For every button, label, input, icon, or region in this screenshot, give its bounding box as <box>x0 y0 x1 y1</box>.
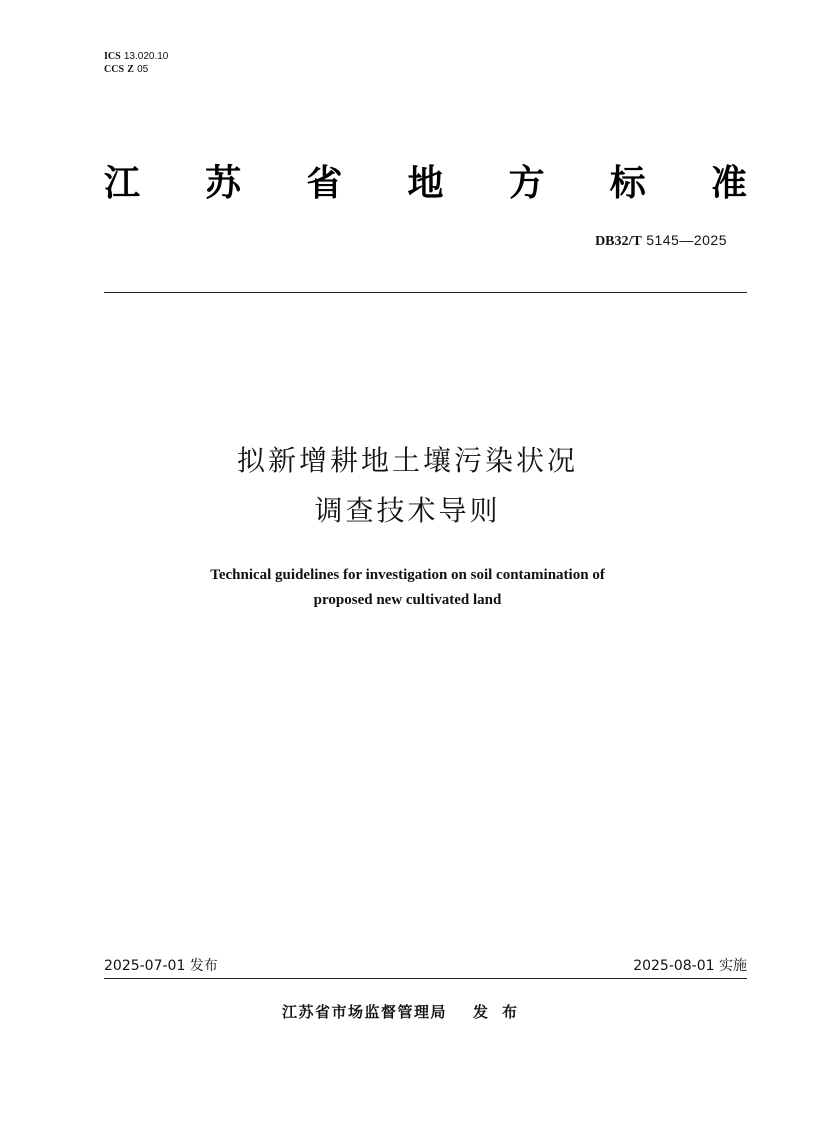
issuing-authority: 江苏省市场监督管理局 <box>282 1003 448 1021</box>
standard-title-char: 江 <box>104 163 141 204</box>
classification-codes <box>104 50 168 76</box>
document-title-zh-line1: 拟新增耕地土壤污染状况 <box>236 444 578 477</box>
standard-title-char: 准 <box>710 163 747 204</box>
ccs-class: Z <box>127 64 134 75</box>
issue-date: 2025-07-01 发布 <box>104 958 218 974</box>
implementation-date: 2025-08-01 实施 <box>633 958 747 974</box>
ics-label: ICS <box>104 51 121 62</box>
ccs-line <box>104 63 168 76</box>
document-title-en-line1: Technical guidelines for investigation on soil contamination of <box>210 567 605 583</box>
issuer-line <box>282 1002 531 1022</box>
document-title-zh-line2: 调查技术导则 <box>314 494 501 527</box>
ics-code: 13.020.10 <box>123 51 169 62</box>
top-divider <box>104 292 747 293</box>
ics-line <box>104 50 168 63</box>
bottom-divider <box>104 978 747 979</box>
ccs-label: CCS <box>104 64 125 75</box>
standard-title-char: 方 <box>508 163 545 204</box>
document-title-en-line2: proposed new cultivated land <box>313 592 502 608</box>
standard-title-char: 苏 <box>205 163 242 204</box>
standard-title-char: 标 <box>609 163 646 204</box>
ccs-code: 05 <box>137 64 149 75</box>
standard-number-value: 5145—2025 <box>646 232 727 248</box>
standard-title-char: 省 <box>306 163 343 204</box>
issue-action: 发布 <box>473 1003 532 1021</box>
standard-title-char: 地 <box>407 163 444 204</box>
standard-type-title <box>104 161 747 207</box>
standard-number <box>595 231 727 251</box>
standard-number-prefix: DB32/T <box>595 234 642 249</box>
